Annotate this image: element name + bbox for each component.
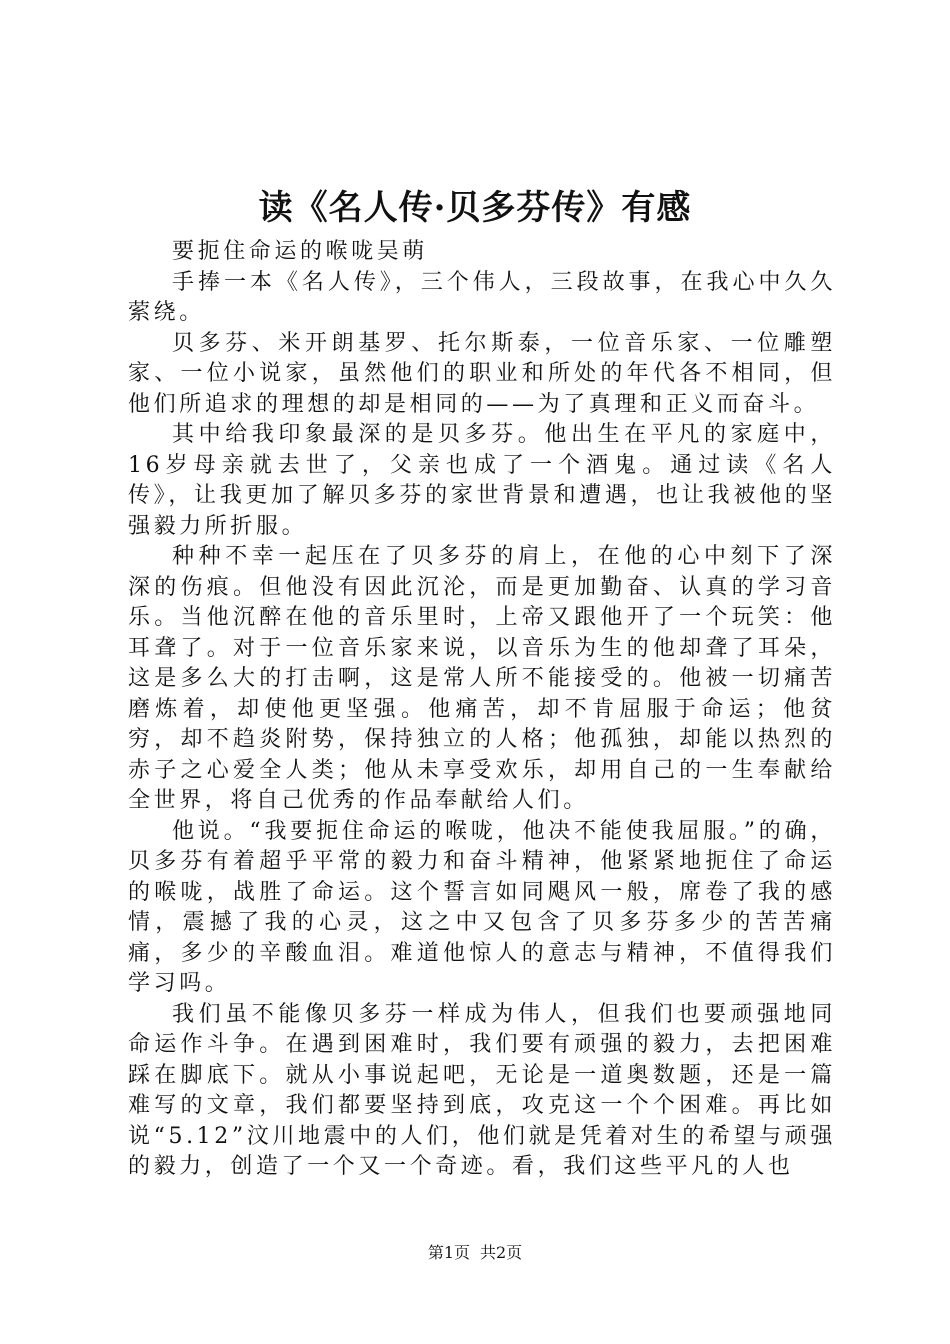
paragraph: 我们虽不能像贝多芬一样成为伟人，但我们也要顽强地同命运作斗争。在遇到困难时，我们要有顽强的毅力，去把困难踩在脚底下。就从小事说起吧，无论是一道奥数题，还是一篇难写的文章，我们都要坚持到底，攻克这一个个困难。再比如说“5.12”汶川地震中的人们，他们就是凭着对生的希望与顽强的毅力，创造了一个又一个奇迹。看，我们这些平凡的人也 — [128, 1001, 836, 1179]
page-total: 共2页 — [480, 1243, 523, 1262]
paragraph: 手捧一本《名人传》，三个伟人，三段故事，在我心中久久萦绕。 — [128, 269, 836, 325]
paragraph: 贝多芬、米开朗基罗、托尔斯泰，一位音乐家、一位雕塑家、一位小说家，虽然他们的职业和所处的年代各不相同，但他们所追求的理想的却是相同的——为了真理和正义而奋斗。 — [128, 330, 836, 417]
page-number: 第1页 — [427, 1243, 470, 1262]
paragraph: 种种不幸一起压在了贝多芬的肩上，在他的心中刻下了深深的伤痕。但他没有因此沉沦，而是更加勤奋、认真的学习音乐。当他沉醉在他的音乐里时，上帝又跟他开了一个玩笑：他耳聋了。对于一位音乐家来说，以音乐为生的他却聋了耳朵，这是多么大的打击啊，这是常人所不能接受的。他被一切痛苦磨炼着，却使他更坚强。他痛苦，却不肯屈服于命运；他贫穷，却不趋炎附势，保持独立的人格；他孤独，却能以热烈的赤子之心爱全人类；他从未享受欢乐，却用自己的一生奉献给全世界，将自己优秀的作品奉献给人们。 — [128, 544, 836, 813]
paragraph-byline: 要扼住命运的喉咙吴萌 — [172, 239, 429, 264]
document-body — [128, 237, 836, 1183]
paragraph: 其中给我印象最深的是贝多芬。他出生在平凡的家庭中，16岁母亲就去世了，父亲也成了一个酒鬼。通过读《名人传》，让我更加了解贝多芬的家世背景和遭遇，也让我被他的坚强毅力所折服。 — [128, 422, 836, 539]
page-footer — [0, 1242, 950, 1264]
document-title: 读《名人传·贝多芬传》有感 — [258, 188, 692, 228]
paragraph: 他说。“我要扼住命运的喉咙，他决不能使我屈服。”的确，贝多芬有着超乎平常的毅力和奋斗精神，他紧紧地扼住了命运的喉咙，战胜了命运。这个誓言如同飓风一般，席卷了我的感情，震撼了我的心灵，这之中又包含了贝多芬多少的苦苦痛痛，多少的辛酸血泪。难道他惊人的意志与精神，不值得我们学习吗。 — [128, 818, 836, 996]
